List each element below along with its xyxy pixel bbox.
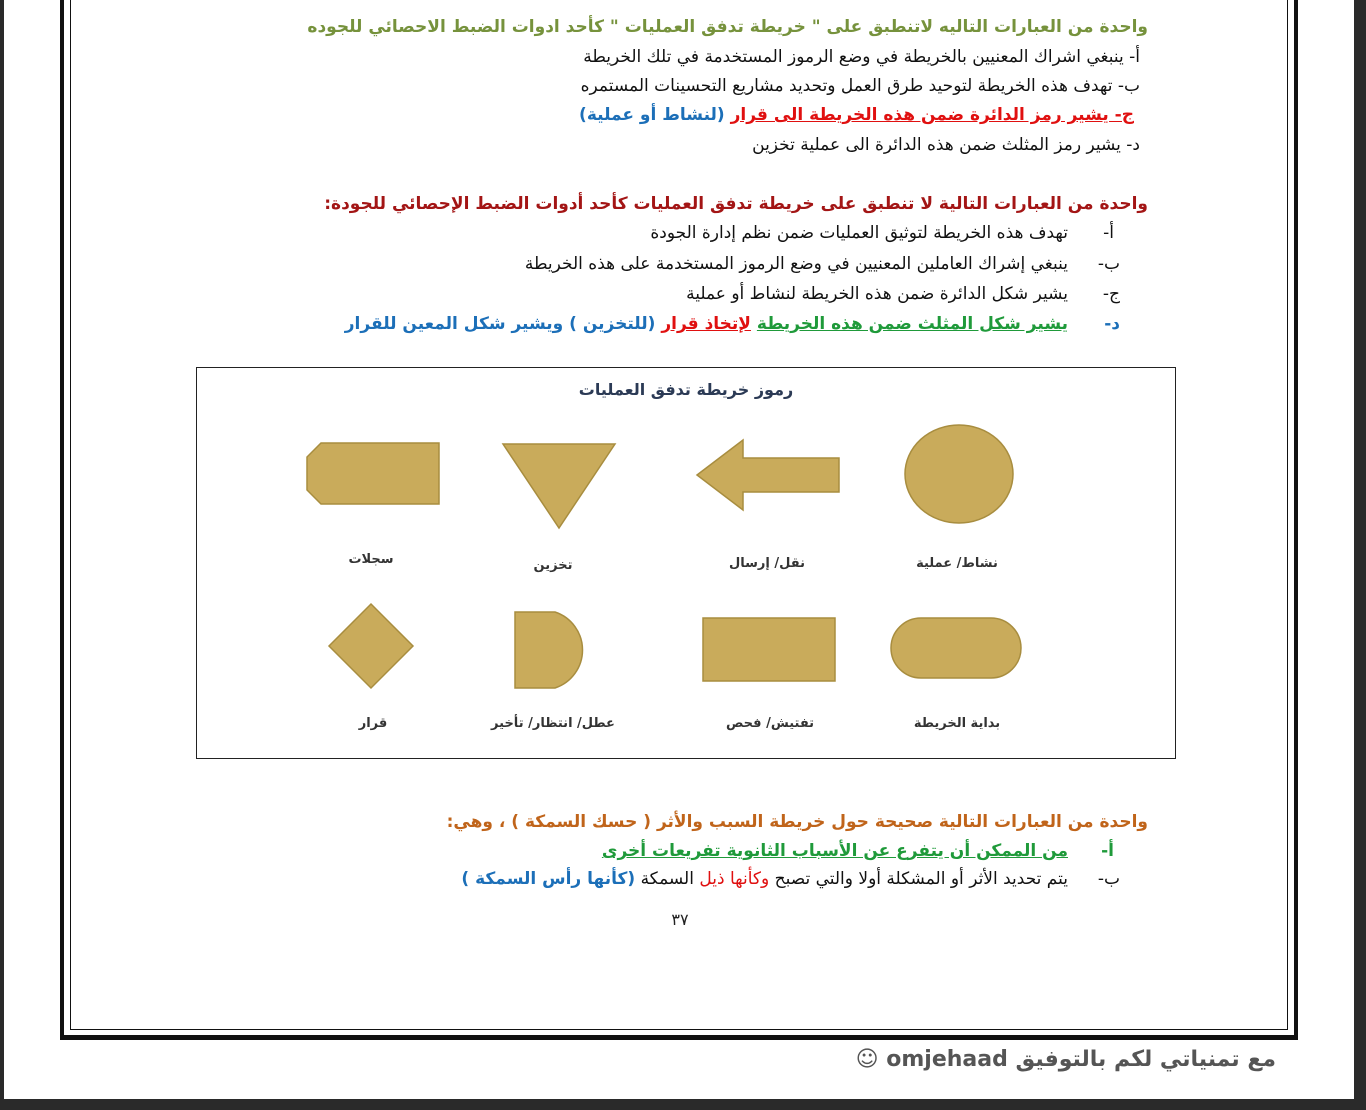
label-inspection: تفتيش/ فحص — [725, 716, 815, 731]
inspection-rect-symbol — [703, 618, 835, 681]
right-edge-bar — [1354, 0, 1366, 1110]
operation-circle-symbol — [905, 425, 1013, 523]
records-symbol — [307, 443, 439, 504]
label-operation: نشاط/ عملية — [916, 556, 998, 571]
figure-title: رموز خريطة تدفق العمليات — [578, 380, 794, 399]
q3-option-b-blue: (كأنها رأس السمكة ) — [461, 869, 636, 889]
left-edge-bar — [0, 0, 4, 1110]
q3-option-b-text: يتم تحديد الأثر أو المشكلة أولا والتي تصبح — [774, 869, 1068, 889]
label-delay: عطل/ انتظار/ تأخير — [491, 716, 615, 731]
footer-signature: مع تمنياتي لكم بالتوفيق omjehaad ☺ — [855, 1047, 1276, 1072]
q2-option-a-letter: أ- — [1103, 223, 1114, 243]
transport-arrow-symbol — [697, 440, 839, 510]
storage-triangle-symbol — [503, 444, 615, 528]
q2-option-c-letter: ج- — [1102, 284, 1120, 304]
footer-rule — [0, 1099, 1366, 1110]
flowchart-symbols-figure — [196, 367, 1176, 759]
label-storage: تخزين — [533, 558, 573, 573]
q2-option-a: تهدف هذه الخريطة لتوثيق العمليات ضمن نظم إدارة الجودة — [650, 223, 1068, 243]
q2-option-d-red: لإتخاذ قرار — [661, 314, 751, 334]
q3-option-b-red: وكأنها ذيل — [699, 869, 770, 889]
start-terminal-symbol — [891, 618, 1021, 678]
decision-diamond-symbol — [329, 604, 413, 688]
q3-option-a-green: من الممكن أن يتفرع عن الأسباب الثانوية تفريعات أخرى — [601, 841, 1068, 861]
q1-option-d: د- يشير رمز المثلث ضمن هذه الدائرة الى عملية تخزين — [752, 135, 1140, 155]
q1-option-c — [579, 104, 1134, 126]
q3-option-b — [461, 868, 1068, 890]
q2-option-d-letter: د- — [1104, 314, 1120, 334]
q1-option-c-blue: (لنشاط أو عملية) — [579, 105, 725, 125]
q2-option-d — [345, 313, 1068, 335]
q3-option-b-letter: ب- — [1097, 869, 1120, 889]
q3-option-a — [602, 840, 1068, 862]
label-transport: نقل/ إرسال — [728, 556, 805, 571]
page-number: ٣٧ — [671, 910, 689, 929]
label-start: بداية الخريطة — [913, 716, 1001, 731]
q3-option-b-text2: السمكة — [640, 869, 694, 889]
q2-option-d-green: يشير شكل المثلث ضمن هذه الخريطة — [756, 314, 1068, 334]
q2-option-c: يشير شكل الدائرة ضمن هذه الخريطة لنشاط أو عملية — [686, 284, 1068, 304]
label-records: سجلات — [348, 552, 394, 567]
q2-option-b-letter: ب- — [1097, 254, 1120, 274]
delay-d-symbol — [515, 612, 583, 688]
q3-option-a-letter: أ- — [1101, 841, 1114, 861]
q1-option-a: أ- ينبغي اشراك المعنيين بالخريطة في وضع الرموز المستخدمة في تلك الخريطة — [583, 47, 1140, 67]
q1-option-c-red: ج- يشير رمز الدائرة ضمن هذه الخريطة الى قرار — [730, 105, 1134, 125]
q2-heading: واحدة من العبارات التالية لا تنطبق على خريطة تدفق العمليات كأحد أدوات الضبط الإحصائي للجودة: — [324, 194, 1148, 214]
q2-option-d-blue: (للتخزين ) ويشير شكل المعين للقرار — [344, 314, 656, 334]
q3-heading: واحدة من العبارات التالية صحيحة حول خريطة السبب والأثر ( حسك السمكة ) ، وهي: — [446, 812, 1148, 832]
q1-heading: واحدة من العبارات التاليه لاتنطبق على " خريطة تدفق العمليات " كأحد ادوات الضبط الاحصائي للجوده — [307, 17, 1148, 37]
q1-option-b: ب- تهدف هذه الخريطة لتوحيد طرق العمل وتحديد مشاريع التحسينات المستمره — [580, 76, 1140, 96]
label-decision: قرار — [358, 716, 388, 731]
q2-option-b: ينبغي إشراك العاملين المعنيين في وضع الرموز المستخدمة على هذه الخريطة — [524, 254, 1068, 274]
